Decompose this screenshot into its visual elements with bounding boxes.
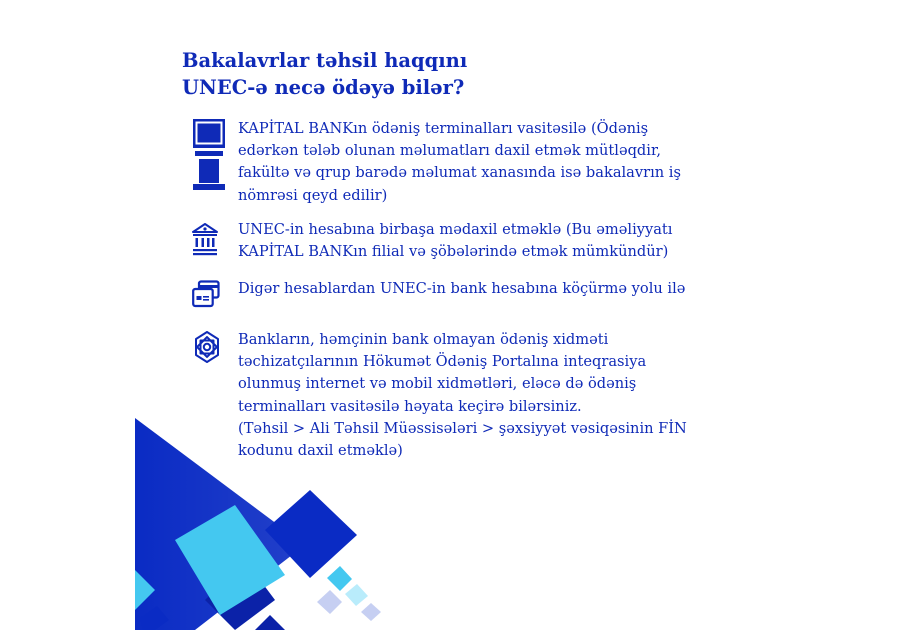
deco-small-lavender-1	[317, 590, 342, 614]
decorative-pattern	[135, 0, 786, 630]
deco-bottom-navy	[255, 615, 285, 630]
text-line: təchizatçılarının Hökumət Ödəniş Portalına inteqrasiya	[238, 353, 647, 371]
title-line-1: Bakalavrlar təhsil haqqını	[182, 49, 468, 72]
text-line: fakültə və qrup barədə məlumat xanasında isə bakalavrın iş	[238, 164, 681, 182]
text-line: terminalları vasitəsilə həyata keçirə bilərsiniz.	[238, 397, 582, 415]
text-line: KAPİTAL BANKın ödəniş terminalları vasitəsilə (Ödəniş	[238, 120, 649, 137]
text-line: nömrəsi qeyd edilir)	[238, 186, 388, 204]
deco-small-pale	[345, 584, 368, 606]
text-line: olunmuş internet və mobil xidmətləri, eləcə də ödəniş	[238, 375, 637, 393]
info-card	[135, 0, 786, 630]
text-line: Bankların, həmçinin bank olmayan ödəniş xidməti	[238, 331, 609, 348]
text-line: KAPİTAL BANKın filial və şöbələrində etmək mümkündür)	[238, 243, 669, 261]
text-line: (Təhsil > Ali Təhsil Müəssisələri > şəxsiyyət vəsiqəsinin FİN	[238, 419, 687, 437]
deco-small-cyan	[327, 566, 352, 591]
text-line: UNEC-in hesabına birbaşa mədaxil etməklə (Bu əməliyyatı	[238, 221, 673, 238]
deco-small-lavender-2	[361, 603, 381, 621]
text-line: Digər hesablardan UNEC-in bank hesabına köçürmə yolu ilə	[238, 280, 686, 297]
title-line-2: UNEC-ə necə ödəyə bilər?	[182, 76, 465, 99]
text-line: edərkən tələb olunan məlumatları daxil etmək mütləqdir,	[238, 142, 661, 160]
text-line: kodunu daxil etməklə)	[238, 442, 403, 460]
